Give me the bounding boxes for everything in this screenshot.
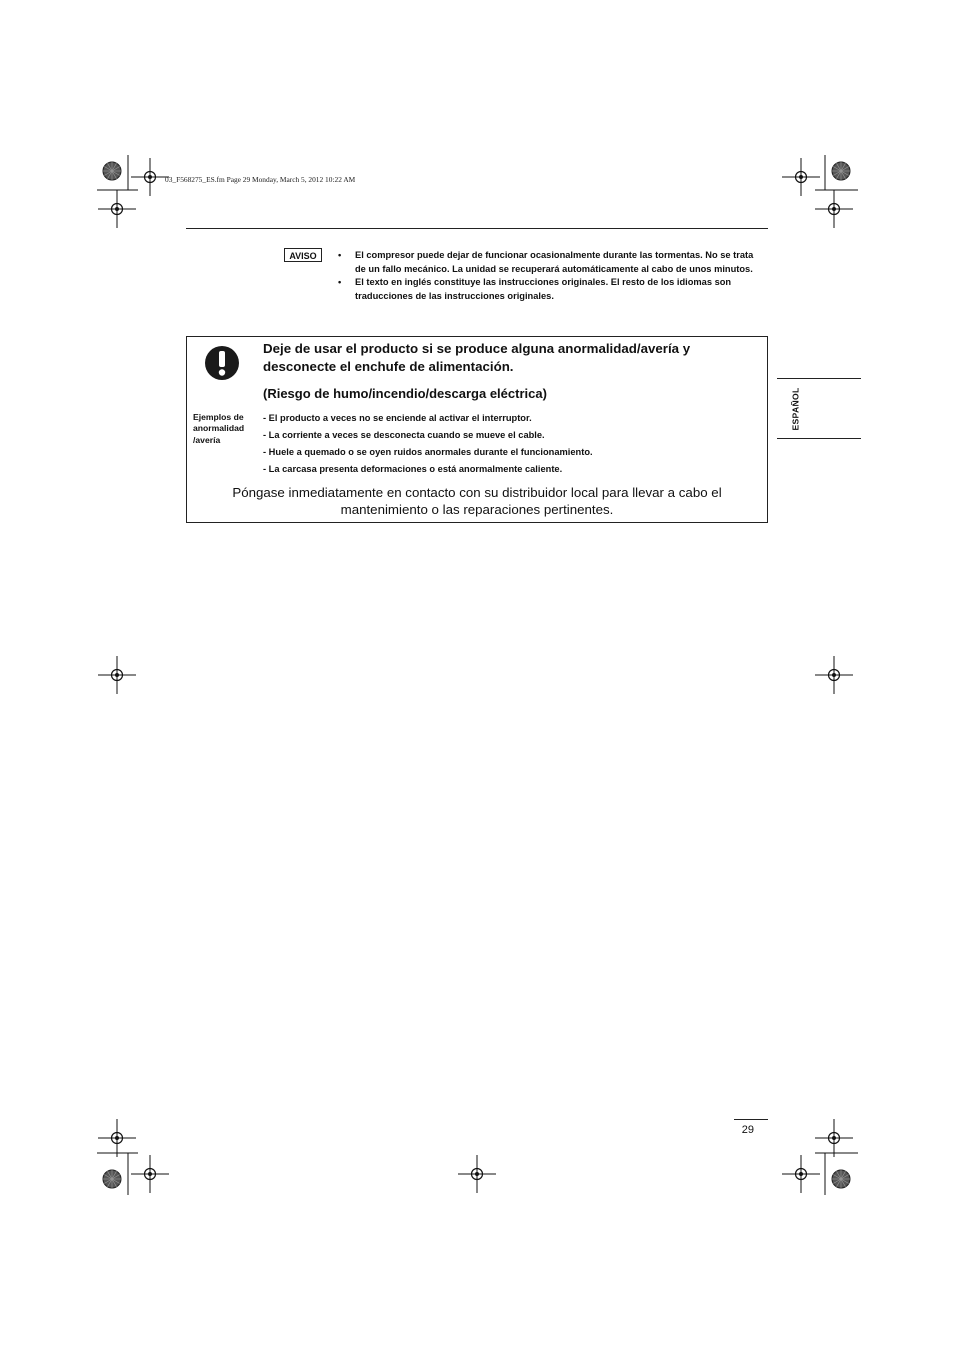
registration-dot xyxy=(115,1136,119,1140)
side-tab-rule-top xyxy=(777,378,861,379)
bullet: • xyxy=(338,250,342,260)
notice-item xyxy=(338,249,762,276)
registration-dot xyxy=(148,175,152,179)
registration-dot xyxy=(832,673,836,677)
registration-dot xyxy=(799,1172,803,1176)
notice-tag: AVISO xyxy=(284,248,322,262)
registration-dot xyxy=(475,1172,479,1176)
registration-dot xyxy=(115,673,119,677)
notice-item-text: El compresor puede dejar de funcionar ocasionalmente durante las tormentas. No se trata de un fallo mecánico. La unidad se recuperará automáticamente al cabo de unos minutos. xyxy=(355,250,754,274)
examples-list xyxy=(263,412,743,480)
notice-item xyxy=(338,276,762,303)
registration-dot xyxy=(799,175,803,179)
exclamation-icon xyxy=(204,345,240,381)
registration-dot xyxy=(832,1136,836,1140)
warning-title: Deje de usar el producto si se produce alguna anormalidad/avería y desconecte el enchufe de alimentación. xyxy=(263,341,691,374)
language-tab-label: ESPAÑOL xyxy=(790,387,801,431)
registration-dot xyxy=(148,1172,152,1176)
header-rule xyxy=(186,228,768,229)
example-item: - La corriente a veces se desconecta cuando se mueve el cable. xyxy=(263,430,545,440)
bullet: • xyxy=(338,277,342,287)
examples-label: Ejemplos de anormalidad /avería xyxy=(193,412,245,445)
warning-risk: (Riesgo de humo/incendio/descarga eléctrica) xyxy=(263,386,547,401)
language-tab xyxy=(777,380,813,438)
example-item: - La carcasa presenta deformaciones o está anormalmente caliente. xyxy=(263,464,563,474)
page-number-rule xyxy=(734,1119,768,1120)
example-item: - Huele a quemado o se oyen ruidos anormales durante el funcionamiento. xyxy=(263,447,593,457)
registration-dot xyxy=(115,207,119,211)
contact-instruction: Póngase inmediatamente en contacto con su distribuidor local para llevar a cabo el mantenimiento o las reparaciones pertinentes. xyxy=(232,485,722,517)
example-item: - El producto a veces no se enciende al activar el interruptor. xyxy=(263,413,532,423)
file-header-info: 03_F568275_ES.fm Page 29 Monday, March 5, 2012 10:22 AM xyxy=(165,175,356,184)
page-number: 29 xyxy=(741,1124,754,1136)
notice-list xyxy=(338,249,762,303)
notice-item-text: El texto en inglés constituye las instrucciones originales. El resto de los idiomas son traducciones de las instrucciones originales. xyxy=(355,277,732,301)
registration-dot xyxy=(832,207,836,211)
side-tab-rule-bottom xyxy=(777,438,861,439)
